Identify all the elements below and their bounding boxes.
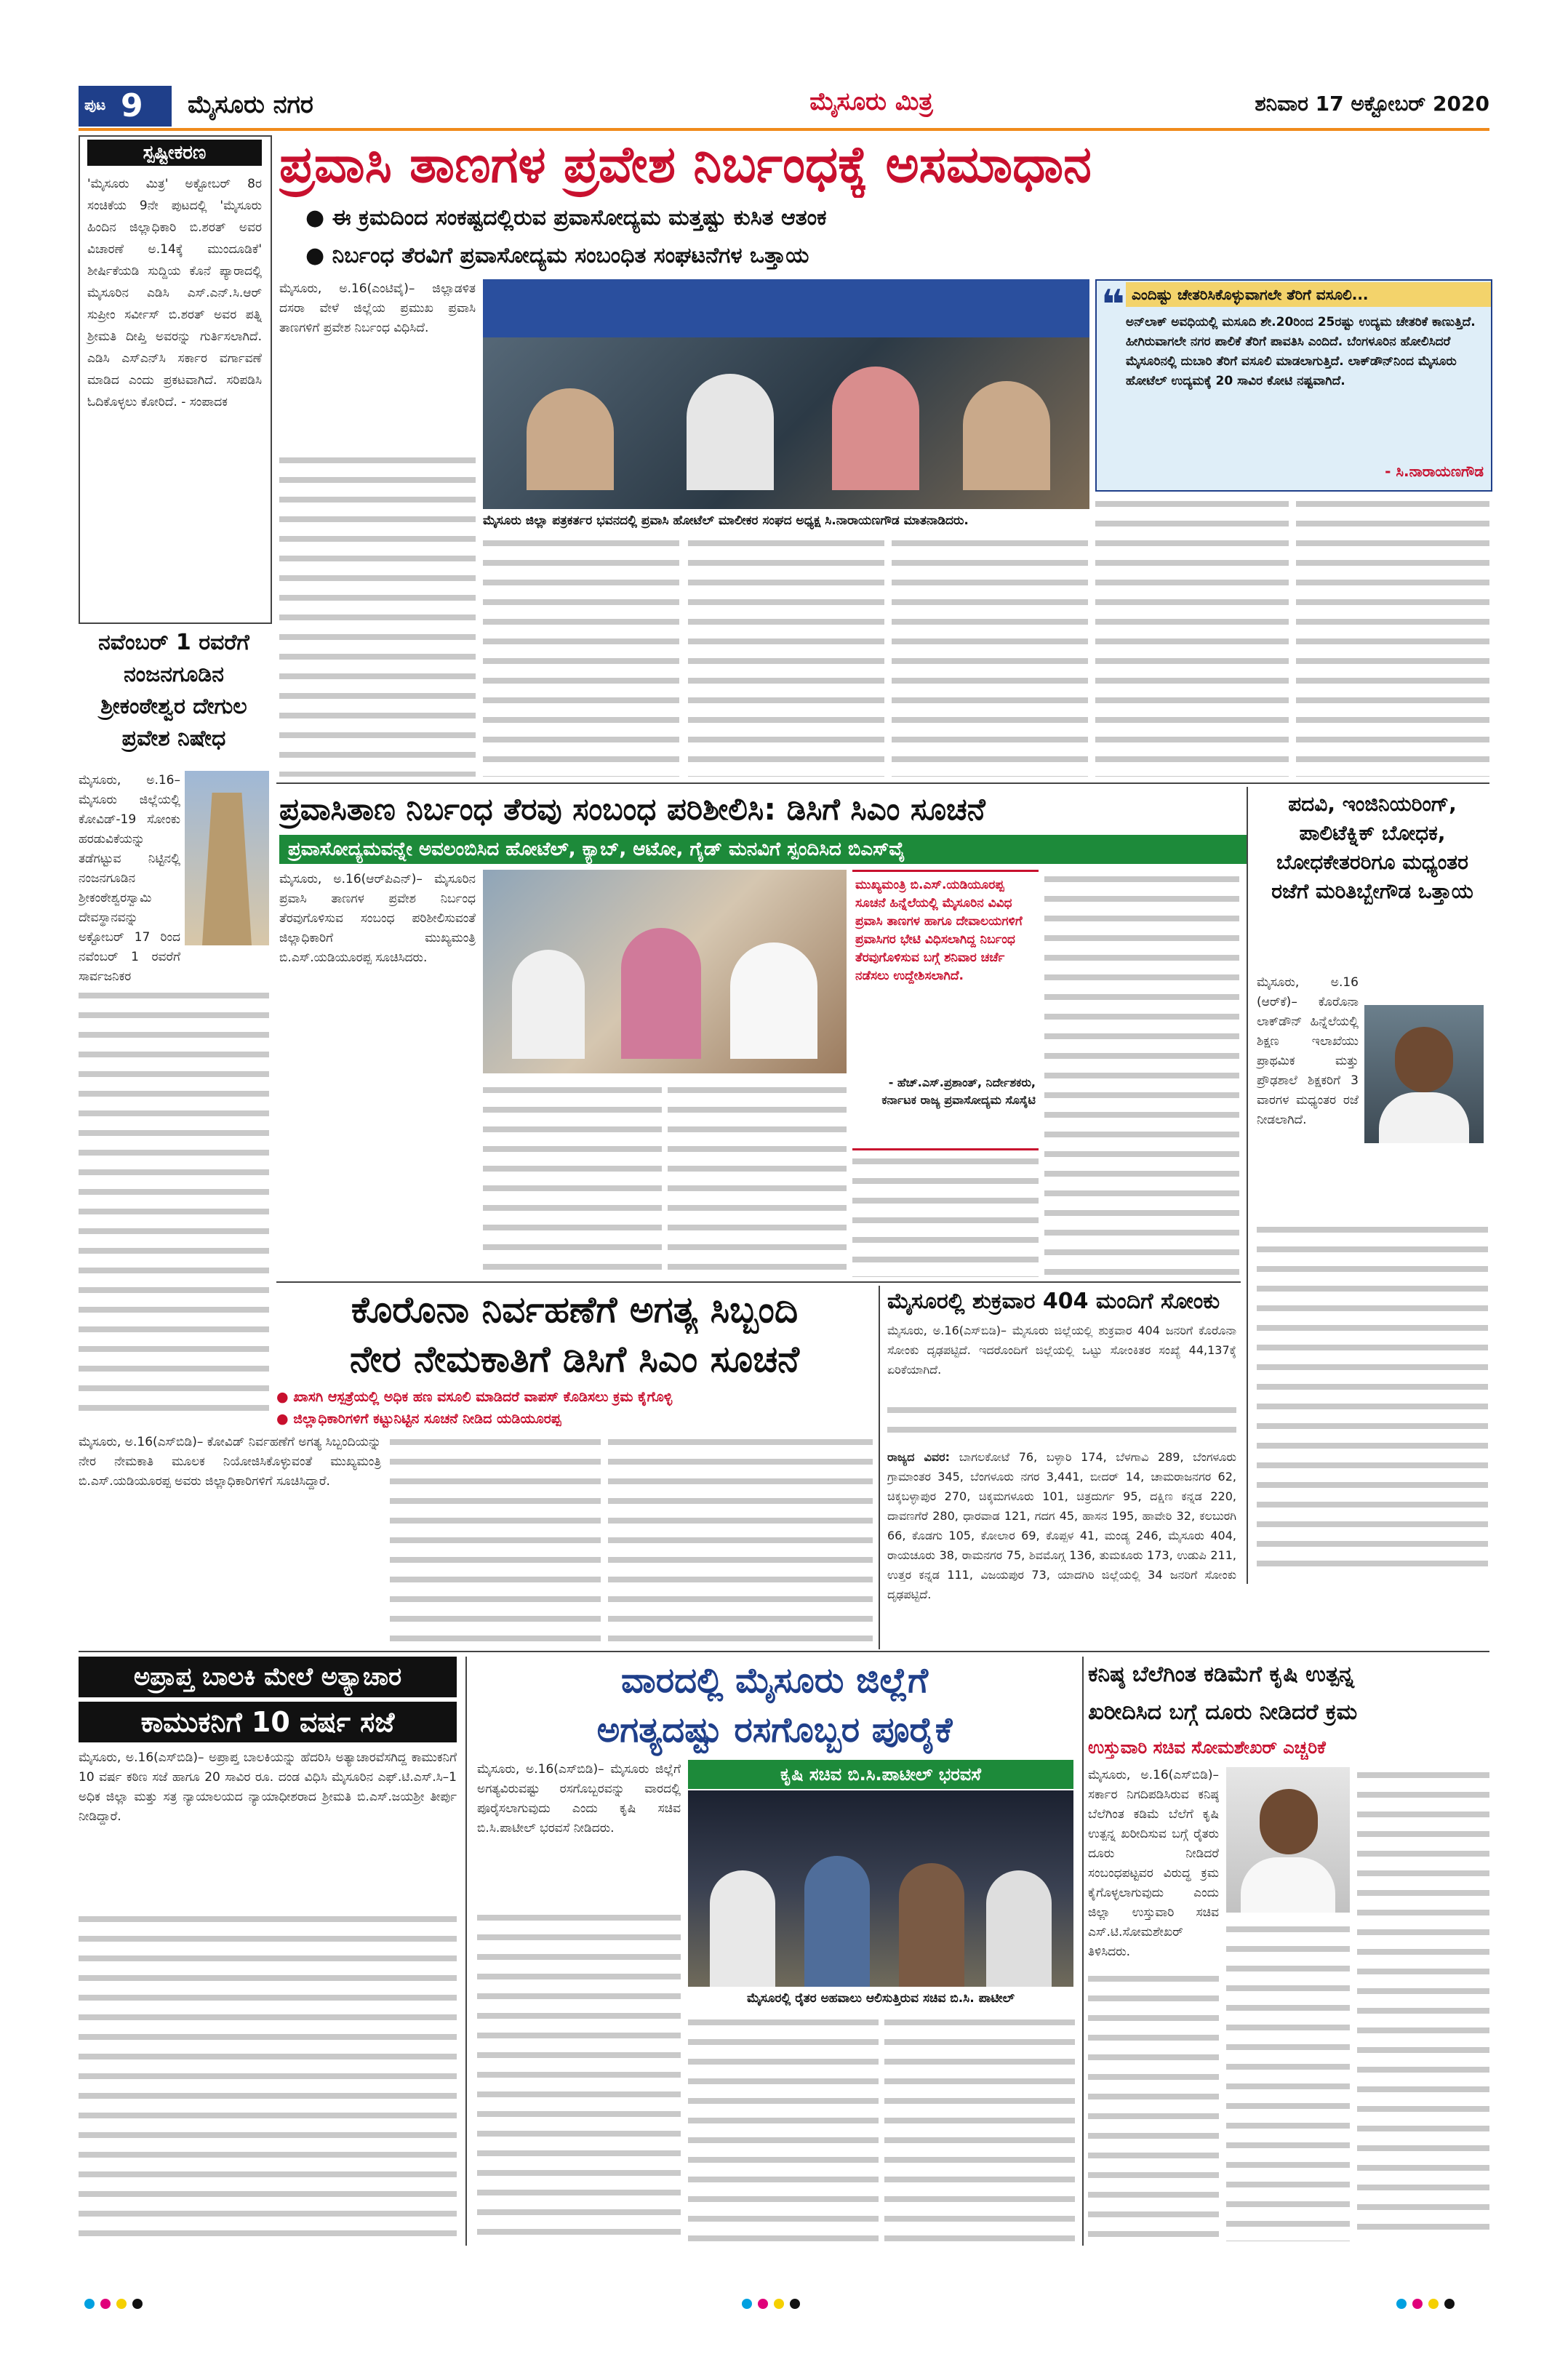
covid-headline: ಮೈಸೂರಲ್ಲಿ ಶುಕ್ರವಾರ 404 ಮಂದಿಗೆ ಸೋಂಕು (887, 1289, 1220, 1314)
cm-photo (483, 870, 847, 1073)
color-registration-marks-left (84, 2298, 172, 2313)
fertilizer-photo-label: ಕೃಷಿ ಸಚಿವ ಬಿ.ಸಿ.ಪಾಟೀಲ್ ಭರವಸೆ (688, 1760, 1073, 1789)
staff-bullet-2-text: ಜಿಲ್ಲಾಧಿಕಾರಿಗಳಿಗೆ ಕಟ್ಟುನಿಟ್ಟಿನ ಸೂಚನೆ ನೀಡಿದ ಯಡಿಯೂರಪ್ಪ (293, 1411, 561, 1427)
horticulture-body-lines-b (1088, 1969, 1219, 2241)
page-label: ಪುಟ (84, 96, 106, 113)
staff-bullet-1 (276, 1386, 873, 1408)
fertilizer-headline-2: ಅಗತ್ಯದಷ್ಟು ರಸಗೊಬ್ಬರ ಪೂರೈಕೆ (596, 1710, 953, 1750)
cm-body-lines-c (852, 1152, 1039, 1277)
fertilizer-headline-1: ವಾರದಲ್ಲಿ ಮೈಸೂರು ಜಿಲ್ಲೆಗೆ (620, 1660, 929, 1701)
lead-bullet-2-text: ನಿರ್ಬಂಧ ತೆರವಿಗೆ ಪ್ರವಾಸೋದ್ಯಮ ಸಂಬಂಧಿತ ಸಂಘಟನೆಗಳ ಒತ್ತಾಯ (332, 243, 809, 268)
staff-body-col1 (79, 1433, 381, 1644)
lead-bullet-1-text: ಈ ಕ್ರಮದಿಂದ ಸಂಕಷ್ಟದಲ್ಲಿರುವ ಪ್ರವಾಸೋದ್ಯಮ ಮತ್ತಷ್ಟು ಕುಸಿತ ಆತಂಕ (332, 205, 827, 231)
divider (79, 1651, 1489, 1652)
covid-dateline: ಮೈಸೂರು, ಅ.16(ಎಸ್‌ಬಿಡಿ)– ಮೈಸೂರು ಜಿಲ್ಲೆಯಲ್ಲಿ ಶುಕ್ರವಾರ 404 ಜನರಿಗೆ ಕೊರೊನಾ ಸೋಂಕು ದೃಢಪಟ್ಟಿದೆ. ಇದರೊಂದಿಗೆ ಜಿಲ್ಲೆಯಲ್ಲಿ ಒಟ್ಟು ಸೋಂಕಿತರ ಸಂಖ್ಯೆ 44,137ಕ್ಕೆ ಏರಿಕೆಯಾಗಿದೆ. (887, 1324, 1236, 1377)
lead-body-lines-a (279, 451, 476, 777)
bullet-icon: ● (305, 243, 332, 268)
horticulture-headline-2: ಖರೀದಿಸಿದ ಬಗ್ಗೆ ದೂರು ನೀಡಿದರೆ ಕ್ರಮ (1088, 1700, 1358, 1725)
fertilizer-body-lines-b (688, 2013, 879, 2241)
cm-body-lines-d (1044, 870, 1239, 1277)
lead-bullet-2 (305, 239, 1091, 276)
staff-body-lines-b (608, 1433, 873, 1644)
lead-body-lines-b (483, 534, 679, 777)
horticulture-portrait (1226, 1767, 1350, 1913)
horticulture-story (1088, 1657, 1489, 2246)
clarification-box (79, 135, 272, 624)
cm-highlight-author: - ಹೆಚ್.ಎಸ್.ಪ್ರಶಾಂತ್, ನಿರ್ದೇಶಕರು, ಕರ್ನಾಟಕ ರಾಜ್ಯ ಪ್ರವಾಸೋದ್ಯಮ ಸೊಸೈಟಿ (881, 1076, 1036, 1107)
fertilizer-photo-caption: ಮೈಸೂರಲ್ಲಿ ರೈತರ ಅಹವಾಲು ಆಲಿಸುತ್ತಿರುವ ಸಚಿವ ಬಿ.ಸಿ. ಪಾಟೀಲ್ (746, 1991, 1015, 2006)
staff-dateline: ಮೈಸೂರು, ಅ.16(ಎಸ್‌ಬಿಡಿ)– ಕೋವಿಡ್ ನಿರ್ವಹಣೆಗೆ ಅಗತ್ಯ ಸಿಬ್ಬಂದಿಯನ್ನು ನೇರ ನೇಮಕಾತಿ ಮೂಲಕ ನಿಯೋಜಿಸಿಕೊಳ್ಳುವಂತೆ ಮುಖ್ಯಮಂತ್ರಿ ಬಿ.ಎಸ್.ಯಡಿಯೂರಪ್ಪ ಅವರು ಜಿಲ್ಲಾಧಿಕಾರಿಗಳಿಗೆ ಸೂಚಿಸಿದ್ದಾರೆ. (79, 1435, 381, 1489)
divider (276, 782, 1489, 784)
horticulture-dateline: ಮೈಸೂರು, ಅ.16(ಎಸ್‌ಬಿಡಿ)– ಸರ್ಕಾರ ನಿಗದಿಪಡಿಸಿರುವ ಕನಿಷ್ಠ ಬೆಲೆಗಿಂತ ಕಡಿಮೆ ಬೆಲೆಗೆ ಕೃಷಿ ಉತ್ಪನ್ನ ಖರೀದಿಸುವ ಬಗ್ಗೆ ರೈತರು ದೂರು ನೀಡಿದರೆ ಸಂಬಂಧಪಟ್ಟವರ ವಿರುದ್ಧ ಕ್ರಮ ಕೈಗೊಳ್ಳಲಾಗುವುದು ಎಂದು ಜಿಲ್ಲಾ ಉಸ್ತುವಾರಿ ಸಚಿವ ಎಸ್.ಟಿ.ಸೋಮಶೇಖರ್ ತಿಳಿಸಿದರು. (1088, 1768, 1219, 1959)
lead-body-col1 (279, 279, 476, 448)
page-number-box (79, 86, 172, 127)
staff-bullet-1-text: ಖಾಸಗಿ ಆಸ್ಪತ್ರೆಯಲ್ಲಿ ಅಧಿಕ ಹಣ ವಸೂಲಿ ಮಾಡಿದರೆ ವಾಪಸ್ ಕೊಡಿಸಲು ಕ್ರಮ ಕೈಗೊಳ್ಳಿ (293, 1389, 673, 1405)
page-number: 9 (121, 87, 143, 124)
cm-body-lines-a (483, 1081, 662, 1277)
quote-box (1095, 279, 1492, 492)
cm-headline: ಪ್ರವಾಸಿತಾಣ ನಿರ್ಬಂಧ ತೆರವು ಸಂಬಂಧ ಪರಿಶೀಲಿಸಿ: ಡಿಸಿಗೆ ಸಿಎಂ ಸೂಚನೆ (279, 791, 985, 827)
cm-subhead: ಪ್ರವಾಸೋದ್ಯಮವನ್ನೇ ಅವಲಂಬಿಸಿದ ಹೋಟೆಲ್, ಕ್ಯಾಬ್, ಆಟೋ, ಗೈಡ್ ಮನವಿಗೆ ಸ್ಪಂದಿಸಿದ ಬಿಎಸ್‌ವೈ (279, 835, 1248, 864)
lead-dateline: ಮೈಸೂರು, ಅ.16(ಎಂಟಿವೈ)– ಜಿಲ್ಲಾಡಳಿತ ದಸರಾ ವೇಳೆ ಜಿಲ್ಲೆಯ ಪ್ರಮುಖ ಪ್ರವಾಸಿ ತಾಣಗಳಿಗೆ ಪ್ರವೇಶ ನಿರ್ಬಂಧ ವಿಧಿಸಿದೆ. (279, 281, 476, 335)
bullet-icon: ● (276, 1411, 294, 1427)
covid-mid-lines (887, 1401, 1236, 1444)
quote-author: - ಸಿ.ನಾರಾಯಣಗೌಡ (1385, 463, 1484, 480)
fertilizer-dateline: ಮೈಸೂರು, ಅ.16(ಎಸ್‌ಬಿಡಿ)– ಮೈಸೂರು ಜಿಲ್ಲೆಗೆ ಅಗತ್ಯವಿರುವಷ್ಟು ರಸಗೊಬ್ಬರವನ್ನು ವಾರದಲ್ಲಿ ಪೂರೈಸಲಾಗುವುದು ಎಂದು ಕೃಷಿ ಸಚಿವ ಬಿ.ಸಿ.ಪಾಟೀಲ್ ಭರವಸೆ ನೀಡಿದರು. (477, 1762, 681, 1835)
engineering-headline: ಪದವಿ, ಇಂಜಿನಿಯರಿಂಗ್, ಪಾಲಿಟೆಕ್ನಿಕ್ ಬೋಧಕ, ಬೋಧಕೇತರರಿಗೂ ಮಧ್ಯಂತರ ರಜೆಗೆ ಮರಿತಿಬ್ಬೇಗೌಡ ಒತ್ತಾಯ (1271, 792, 1473, 903)
clarification-text: 'ಮೈಸೂರು ಮಿತ್ರ' ಅಕ್ಟೋಬರ್ 8ರ ಸಂಚಿಕೆಯ 9ನೇ ಪುಟದಲ್ಲಿ 'ಮೈಸೂರು ಹಿಂದಿನ ಜಿಲ್ಲಾಧಿಕಾರಿ ಬಿ.ಶರತ್ ಅವರ ವಿಚಾರಣೆ ಅ.14ಕ್ಕೆ ಮುಂದೂಡಿಕೆ' ಶೀರ್ಷಿಕೆಯಡಿ ಸುದ್ದಿಯ ಕೊನೆ ಪ್ಯಾರಾದಲ್ಲಿ ಮೈಸೂರಿನ ಎಡಿಸಿ ಎಸ್.ಎನ್.ಸಿ.ಆರ್ ಸುಪ್ರೀಂ ಸರ್ವೀಸ್ ಬಿ.ಶರತ್ ಅವರ ಪತ್ನಿ ಶ್ರೀಮತಿ ದೀಪ್ತಿ ಅವರನ್ನು ಗುರ್ತಿಸಲಾಗಿದೆ. ಎಡಿಸಿ ಎಸ್ಎನ್‌ಸಿ ಸರ್ಕಾರ ವರ್ಗಾವಣೆ ಮಾಡಿದ ಎಂದು ಪ್ರಕಟವಾಗಿದೆ. ಸರಿಪಡಿಸಿ ಓದಿಕೊಳ್ಳಲು ಕೋರಿದೆ. - ಸಂಪಾದಕ (87, 177, 262, 409)
staff-body-lines-a (390, 1433, 601, 1644)
assault-headline-1: ಅಪ್ರಾಪ್ತ ಬಾಲಕಿ ಮೇಲೆ ಅತ್ಯಾಚಾರ (79, 1657, 457, 1697)
quote-text: ಅನ್‌ಲಾಕ್ ಅವಧಿಯಲ್ಲಿ ಮಸೂದಿ ಶೇ.20ರಿಂದ 25ರಷ್ಟು ಉದ್ಯಮ ಚೇತರಿಕೆ ಕಾಣುತ್ತಿದೆ. ಹೀಗಿರುವಾಗಲೇ ನಗರ ಪಾಲಿಕೆ ತೆರಿಗೆ ಪಾವತಿಸಿ ಎಂದಿದೆ. ಬೆಂಗಳೂರಿನ ಹೋಲಿಸಿದರೆ ಮೈಸೂರಿನಲ್ಲಿ ದುಬಾರಿ ತೆರಿಗೆ ವಸೂಲಿ ಮಾಡಲಾಗುತ್ತಿದೆ. ಲಾಕ್‌ಡೌನ್‌ನಿಂದ ಮೈಸೂರು ಹೋಟೆಲ್ ಉದ್ಯಮಕ್ಕೆ 20 ಸಾವಿರ ಕೋಟಿ ನಷ್ಟವಾಗಿದೆ. (1126, 315, 1476, 388)
issue-date: ಶನಿವಾರ 17 ಅಕ್ಟೋಬರ್ 2020 (1255, 92, 1489, 116)
horticulture-body-lines-a (1357, 1766, 1489, 2241)
nanjangud-body-lines (79, 986, 269, 1415)
divider (276, 1281, 1241, 1283)
staff-headline-1: ಕೊರೊನಾ ನಿರ್ವಹಣೆಗೆ ಅಗತ್ಯ ಸಿಬ್ಬಂದಿ (351, 1289, 799, 1331)
color-registration-marks-center (742, 2298, 829, 2313)
cm-highlight-box (852, 870, 1039, 1150)
fertilizer-story (465, 1657, 1084, 2246)
horticulture-body-lines-c (1226, 1920, 1350, 2241)
assault-headline-2: ಕಾಮುಕನಿಗೆ 10 ವರ್ಷ ಸಜೆ (79, 1702, 457, 1742)
assault-body (79, 1748, 457, 1905)
cm-highlight-quote: ಮುಖ್ಯಮಂತ್ರಿ ಬಿ.ಎಸ್.ಯಡಿಯೂರಪ್ಪ ಸೂಚನೆ ಹಿನ್ನೆಲೆಯಲ್ಲಿ ಮೈಸೂರಿನ ವಿವಿಧ ಪ್ರವಾಸಿ ತಾಣಗಳ ಹಾಗೂ ದೇವಾಲಯಗಳಿಗೆ ಪ್ರವಾಸಿಗರ ಭೇಟಿ ವಿಧಿಸಲಾಗಿದ್ದ ನಿರ್ಬಂಧ ತೆರವುಗೊಳಿಸುವ ಬಗ್ಗೆ ಶನಿವಾರ ಚರ್ಚೆ ನಡೆಸಲು ಉದ್ದೇಶಿಸಲಾಗಿದೆ. (855, 878, 1023, 983)
engineering-story (1247, 787, 1491, 1584)
lead-bullet-1 (305, 201, 1091, 239)
lead-body-lines-d (892, 534, 1088, 777)
fertilizer-body-lines-c (884, 2013, 1075, 2241)
fertilizer-body-lines-a (477, 1908, 681, 2241)
covid-state-text: ಬಾಗಲಕೋಟೆ 76, ಬಳ್ಳಾರಿ 174, ಬೆಳಗಾವಿ 289, ಬೆಂಗಳೂರು ಗ್ರಾಮಾಂತರ 345, ಬೆಂಗಳೂರು ನಗರ 3,441, ಬೀದರ್ 14, ಚಾಮರಾಜನಗರ 62, ಚಿಕ್ಕಬಳ್ಳಾಪುರ 270, ಚಿಕ್ಕಮಗಳೂರು 101, ಚಿತ್ರದುರ್ಗ 95, ದಕ್ಷಿಣ ಕನ್ನಡ 220, ದಾವಣಗೆರೆ 280, ಧಾರವಾಡ 121, ಗದಗ 45, ಹಾಸನ 195, ಹಾವೇರಿ 32, ಕಲಬುರಗಿ 66, ಕೊಡಗು 105, ಕೋಲಾರ 69, ಕೊಪ್ಪಳ 41, ಮಂಡ್ಯ 246, ಮೈಸೂರು 404, ರಾಯಚೂರು 38, ರಾಮನಗರ 75, ಶಿವಮೊಗ್ಗ 136, ತುಮಕೂರು 173, ಉಡುಪಿ 211, ಉತ್ತರ ಕನ್ನಡ 111, ವಿಜಯಪುರ 73, ಯಾದಗಿರಿ ಜಿಲ್ಲೆಯಲ್ಲಿ 34 ಜನರಿಗೆ ಸೋಂಕು ದೃಢಪಟ್ಟಿದೆ. (887, 1450, 1236, 1601)
covid-story (879, 1286, 1241, 1649)
quote-mark-icon: ❝ (1101, 281, 1125, 329)
horticulture-headline-1: ಕನಿಷ್ಠ ಬೆಲೆಗಿಂತ ಕಡಿಮೆಗೆ ಕೃಷಿ ಉತ್ಪನ್ನ (1088, 1662, 1354, 1687)
quote-title: ಎಂದಿಷ್ಟು ಚೇತರಿಸಿಕೊಳ್ಳುವಾಗಲೇ ತೆರಿಗೆ ವಸೂಲಿ... (1126, 282, 1492, 307)
paper-name: ಮೈಸೂರು ಮಿತ್ರ (809, 87, 933, 116)
lead-photo-caption: ಮೈಸೂರು ಜಿಲ್ಲಾ ಪತ್ರಕರ್ತರ ಭವನದಲ್ಲಿ ಪ್ರವಾಸಿ ಹೋಟೆಲ್ ಮಾಲೀಕರ ಸಂಘದ ಅಧ್ಯಕ್ಷ ಸಿ.ನಾರಾಯಣಗೌಡ ಮಾತನಾಡಿದರು. (483, 513, 969, 528)
masthead (79, 86, 1489, 128)
cm-body-lines-b (668, 1081, 847, 1277)
lead-body-lines-f (1296, 495, 1489, 777)
lead-photo (483, 279, 1089, 509)
engineering-portrait (1364, 1005, 1484, 1143)
staff-headline-2: ನೇರ ನೇಮಕಾತಿಗೆ ಡಿಸಿಗೆ ಸಿಎಂ ಸೂಚನೆ (349, 1338, 800, 1380)
bullet-icon: ● (276, 1389, 294, 1405)
clarification-title: ಸ್ಪಷ್ಟೀಕರಣ (87, 140, 262, 166)
engineering-body-lines (1257, 1220, 1488, 1580)
nanjangud-dateline: ಮೈಸೂರು, ಅ.16– ಮೈಸೂರು ಜಿಲ್ಲೆಯಲ್ಲಿ ಕೋವಿಡ್-19 ಸೋಂಕು ಹರಡುವಿಕೆಯನ್ನು ತಡೆಗಟ್ಟುವ ನಿಟ್ಟಿನಲ್ಲಿ ನಂಜನಗೂಡಿನ ಶ್ರೀಕಂಠೇಶ್ವರಸ್ವಾಮಿ ದೇವಸ್ಥಾನವನ್ನು ಅಕ್ಟೋಬರ್ 17 ರಿಂದ ನವೆಂಬರ್ 1 ರವರೆಗೆ ಸಾರ್ವಜನಿಕರ (79, 773, 180, 984)
horticulture-subhead: ಉಸ್ತುವಾರಿ ಸಚಿವ ಸೋಮಶೇಖರ್ ಎಚ್ಚರಿಕೆ (1088, 1737, 1326, 1758)
assault-body-lines (79, 1910, 457, 2244)
lead-body-lines-e (1095, 495, 1289, 777)
fertilizer-photo (688, 1790, 1073, 1987)
temple-photo (185, 771, 269, 945)
nanjangud-headline: ನವೆಂಬರ್ 1 ರವರೆಗೆ ನಂಜನಗೂಡಿನ ಶ್ರೀಕಂಠೇಶ್ವರ ದೇಗುಲ ಪ್ರವೇಶ ನಿಷೇಧ (98, 630, 249, 751)
covid-state-label: ರಾಜ್ಯದ ವಿವರ: (887, 1450, 951, 1464)
lead-body-lines-c (688, 534, 884, 777)
engineering-dateline: ಮೈಸೂರು, ಅ.16 (ಆರ್‌ಕೆ)– ಕೊರೊನಾ ಲಾಕ್‌ಡೌನ್ ಹಿನ್ನೆಲೆಯಲ್ಲಿ ಶಿಕ್ಷಣ ಇಲಾಖೆಯು ಪ್ರಾಥಮಿಕ ಮತ್ತು ಪ್ರೌಢಶಾಲೆ ಶಿಕ್ಷಕರಿಗೆ 3 ವಾರಗಳ ಮಧ್ಯಂತರ ರಜೆ ನೀಡಲಾಗಿದೆ. (1257, 975, 1359, 1127)
assault-dateline: ಮೈಸೂರು, ಅ.16(ಎಸ್‌ಬಿಡಿ)– ಅಪ್ರಾಪ್ತ ಬಾಲಕಿಯನ್ನು ಹೆದರಿಸಿ ಅತ್ಯಾಚಾರವೆಸಗಿದ್ದ ಕಾಮುಕನಿಗೆ 10 ವರ್ಷ ಕಠಿಣ ಸಜೆ ಹಾಗೂ 20 ಸಾವಿರ ರೂ. ದಂಡ ವಿಧಿಸಿ ಮೈಸೂರಿನ ಎಫ್.ಟಿ.ಎಸ್.ಸಿ–1 ಅಧಿಕ ಜಿಲ್ಲಾ ಮತ್ತು ಸತ್ರ ನ್ಯಾಯಾಲಯದ ನ್ಯಾಯಾಧೀಶರಾದ ಶ್ರೀಮತಿ ಬಿ.ಎಸ್.ಜಯಶ್ರೀ ತೀರ್ಪು ನೀಡಿದ್ದಾರೆ. (79, 1750, 457, 1824)
cm-dateline: ಮೈಸೂರು, ಅ.16(ಆರ್‌ಪಿಎನ್)– ಮೈಸೂರಿನ ಪ್ರವಾಸಿ ತಾಣಗಳ ಪ್ರವೇಶ ನಿರ್ಬಂಧ ತೆರವುಗೊಳಿಸುವ ಸಂಬಂಧ ಪರಿಶೀಲಿಸುವಂತೆ ಜಿಲ್ಲಾಧಿಕಾರಿಗೆ ಮುಖ್ಯಮಂತ್ರಿ ಬಿ.ಎಸ್.ಯಡಿಯೂರಪ್ಪ ಸೂಚಿಸಿದರು. (279, 872, 476, 965)
bullet-icon: ● (305, 205, 332, 231)
staff-bullet-2 (276, 1408, 873, 1430)
color-registration-marks-right (1396, 2298, 1484, 2313)
cm-body-col1 (279, 870, 476, 1277)
nanjangud-story (79, 627, 269, 1420)
lead-headline: ಪ್ರವಾಸಿ ತಾಣಗಳ ಪ್ರವೇಶ ನಿರ್ಬಂಧಕ್ಕೆ ಅಸಮಾಧಾನ (279, 135, 1092, 194)
section-name: ಮೈಸೂರು ನಗರ (188, 90, 313, 119)
covid-state-block (887, 1447, 1236, 1644)
